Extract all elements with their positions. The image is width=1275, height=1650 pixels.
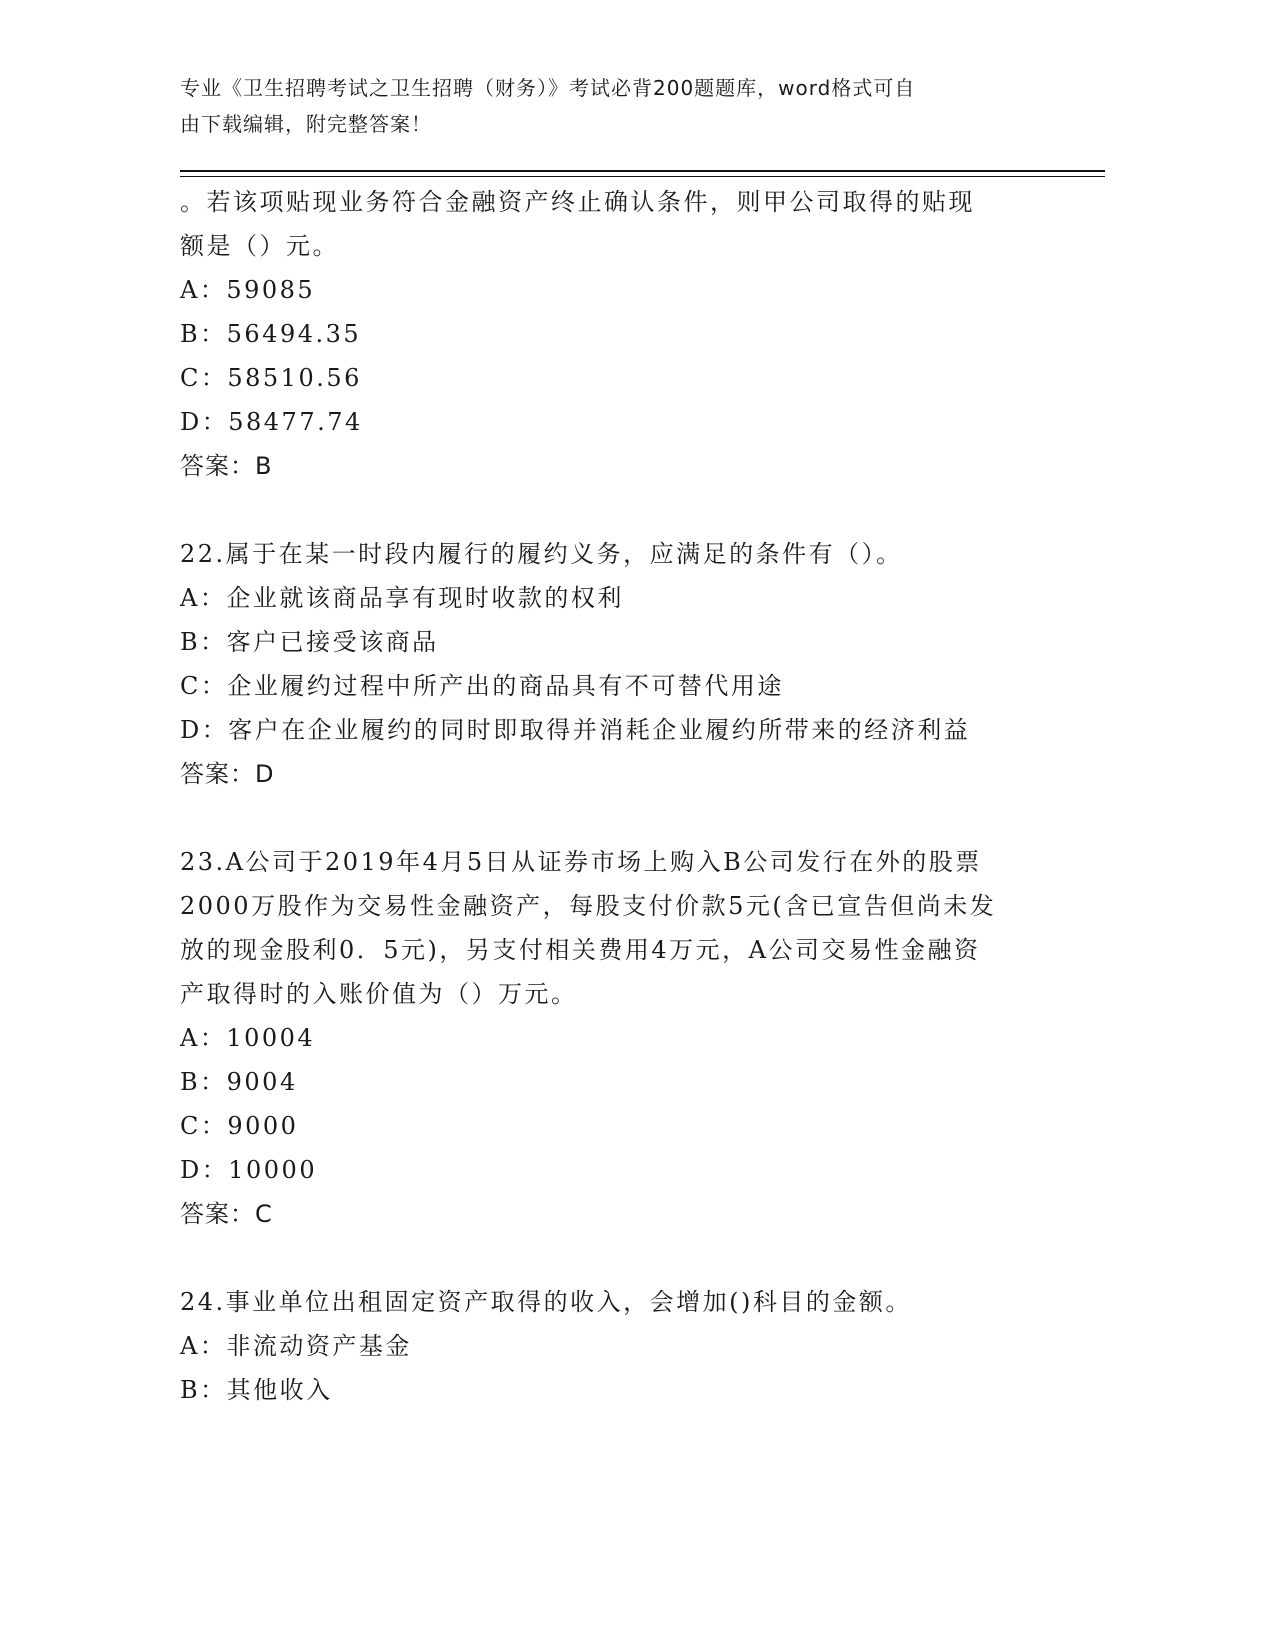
option-a: A：非流动资产基金 <box>180 1332 412 1360</box>
option-d: D：客户在企业履约的同时即取得并消耗企业履约所带来的经济利益 <box>180 716 971 744</box>
header-line-2: 由下载编辑，附完整答案！ <box>180 112 432 136</box>
header-rule-thick <box>180 170 1105 172</box>
question-22 <box>180 532 1060 796</box>
question-21 <box>180 180 1060 488</box>
question-stem: 24.事业单位出租固定资产取得的收入，会增加()科目的金额。 <box>180 1288 912 1316</box>
header-line-1: 专业《卫生招聘考试之卫生招聘（财务）》考试必背200题题库，word格式可自 <box>180 76 916 100</box>
header-rule-thin <box>180 176 1105 177</box>
question-stem: 23.A公司于2019年4月5日从证券市场上购入B公司发行在外的股票 <box>180 848 982 876</box>
option-d: D：10000 <box>180 1156 318 1184</box>
option-b: B：56494.35 <box>180 320 362 348</box>
question-stem: 产取得时的入账价值为（）万元。 <box>180 980 578 1008</box>
question-stem: 。若该项贴现业务符合金融资产终止确认条件，则甲公司取得的贴现 <box>180 188 975 216</box>
question-24 <box>180 1280 1060 1412</box>
document-body <box>180 180 1060 1456</box>
answer-line: 答案：D <box>180 760 275 788</box>
option-b: B：客户已接受该商品 <box>180 628 439 656</box>
option-b: B：9004 <box>180 1068 298 1096</box>
question-stem: 22.属于在某一时段内履行的履约义务，应满足的条件有（）。 <box>180 540 903 568</box>
option-a: A：59085 <box>180 276 316 304</box>
document-header <box>180 70 1040 142</box>
question-stem: 额是（）元。 <box>180 232 339 260</box>
question-stem: 2000万股作为交易性金融资产，每股支付价款5元(含已宣告但尚未发 <box>180 892 997 920</box>
option-c: C：58510.56 <box>180 364 362 392</box>
option-a: A：10004 <box>180 1024 316 1052</box>
option-c: C：9000 <box>180 1112 299 1140</box>
question-23 <box>180 840 1060 1236</box>
answer-line: 答案：B <box>180 452 273 480</box>
answer-line: 答案：C <box>180 1200 273 1228</box>
option-b: B：其他收入 <box>180 1376 333 1404</box>
option-c: C：企业履约过程中所产出的商品具有不可替代用途 <box>180 672 784 700</box>
option-d: D：58477.74 <box>180 408 363 436</box>
question-stem: 放的现金股利0．5元)，另支付相关费用4万元，A公司交易性金融资 <box>180 936 981 964</box>
option-a: A：企业就该商品享有现时收款的权利 <box>180 584 624 612</box>
